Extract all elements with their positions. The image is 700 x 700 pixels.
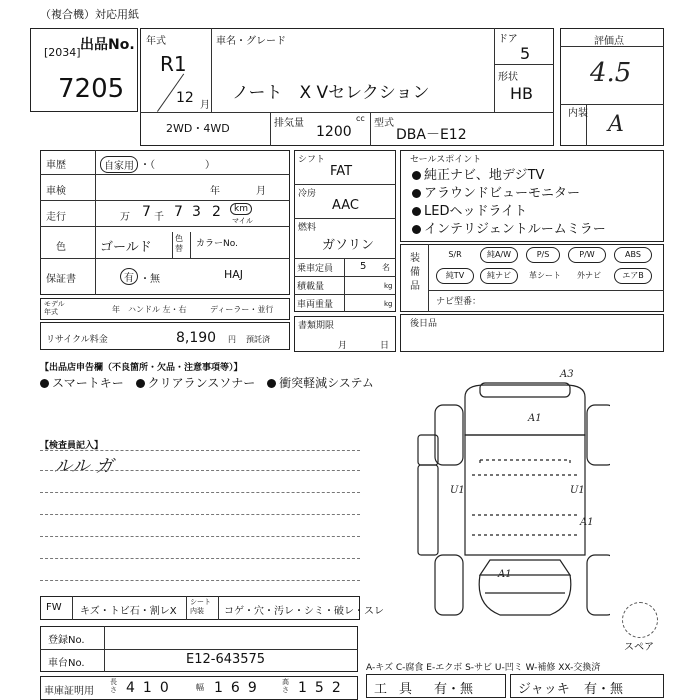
inspection-label: 車検 xyxy=(46,186,66,197)
shape-value: HB xyxy=(510,84,534,103)
sales-item: インテリジェントルームミラー xyxy=(412,218,606,237)
length-value: 410 xyxy=(126,680,177,696)
meta-model-year: モデル年式 xyxy=(44,300,65,316)
history-rest: ・（ ） xyxy=(140,160,215,171)
spare-label: スペア xyxy=(624,642,654,653)
ac-label: 冷房 xyxy=(298,189,317,199)
width-label: 幅 xyxy=(196,683,204,692)
equip-alloy: 純A/W xyxy=(480,247,518,263)
diagram-mark: U1 xyxy=(450,485,465,496)
legend-text: A-キズ C-腐食 E-エクボ S-サビ U-凹ミ W-補修 XX-交換済 xyxy=(366,663,601,673)
diagram-mark: A1 xyxy=(528,413,542,424)
meta-year: 年 xyxy=(112,305,120,314)
warranty-yes: 有 xyxy=(120,268,138,285)
year-month: 12 xyxy=(176,90,194,106)
model-value: DBA－E12 xyxy=(396,127,467,143)
fw-text: キズ・トビ石・割レX xyxy=(80,606,177,617)
seat-text: コゲ・穴・汚レ・シミ・破レ・スレ xyxy=(224,606,384,617)
length-label: 長さ xyxy=(110,678,117,694)
ac-value: AAC xyxy=(332,198,359,213)
recycle-unit: 円 xyxy=(228,335,236,344)
interior-value: A xyxy=(608,112,624,137)
capacity-value: 5 xyxy=(360,261,367,272)
jack-label: ジャッキ xyxy=(518,682,570,697)
tools-value: 有・無 xyxy=(434,682,474,697)
score-value: 4.5 xyxy=(590,58,632,88)
sales-item: LEDヘッドライト xyxy=(412,200,527,219)
inspection-year-unit: 年 xyxy=(210,186,220,197)
tools-label: 工具 xyxy=(374,682,425,697)
seat-label: シート内装 xyxy=(190,598,211,615)
exhibitor-label: 【出品店申告欄（不良箇所・欠品・注意事項等）】 xyxy=(40,363,243,373)
equip-abs: ABS xyxy=(614,247,652,263)
meta-dealer: ディーラー・並行 xyxy=(210,305,274,314)
sales-item: アラウンドビューモニター xyxy=(412,182,580,201)
shift-label: シフト xyxy=(298,155,326,165)
equip-pw: P/W xyxy=(568,247,606,263)
car-name: ノート X Vセレクション xyxy=(232,83,430,103)
docs-label: 書類期限 xyxy=(298,321,335,331)
fuel-label: 燃料 xyxy=(298,223,317,233)
fw-label: FW xyxy=(46,602,62,613)
height-label: 高さ xyxy=(282,678,289,694)
mileage-sen: 千 xyxy=(154,212,164,223)
equip-tv: 純TV xyxy=(436,268,474,284)
shape-label: 形状 xyxy=(498,72,518,83)
warranty-label: 保証書 xyxy=(46,274,76,285)
equipment-label: 装備品 xyxy=(410,253,420,292)
color-no-label: カラーNo. xyxy=(196,239,238,249)
color-label: 色 xyxy=(56,242,66,253)
chassis-label: 車台No. xyxy=(48,658,85,669)
recycle-note: 預託済 xyxy=(246,335,270,344)
width-value: 169 xyxy=(214,680,265,696)
diagram-mark: A3 xyxy=(560,369,574,380)
mileage-label: 走行 xyxy=(46,212,66,223)
weight-unit: kg xyxy=(384,300,393,308)
mileage-d3: 3 xyxy=(192,204,201,220)
car-damage-diagram xyxy=(410,365,610,625)
mileage-d1: 7 xyxy=(142,204,151,220)
recycle-label: リサイクル料金 xyxy=(46,335,108,345)
equip-airbag: エアB xyxy=(614,268,652,284)
history-label: 車歴 xyxy=(46,160,66,171)
equip-leather: 革シート xyxy=(524,268,566,284)
load-label: 積載量 xyxy=(297,282,325,292)
mileage-unit-km: km xyxy=(230,203,252,215)
doors-label: ドア xyxy=(498,34,518,45)
weight-label: 車両重量 xyxy=(297,300,334,310)
displacement-unit: cc xyxy=(356,114,365,123)
jack-value: 有・無 xyxy=(584,682,624,697)
height-value: 152 xyxy=(298,680,349,696)
mileage-unit-mile: マイル xyxy=(232,217,253,225)
history-value: 自家用 xyxy=(100,156,138,173)
equip-ext-navi: 外ナビ xyxy=(570,268,608,284)
cert-label: 車庫証明用 xyxy=(44,686,94,697)
registration-label: 登録No. xyxy=(48,635,85,646)
displacement-value: 1200 xyxy=(316,124,352,140)
drive-value: 2WD・4WD xyxy=(166,122,230,135)
score-label: 評価点 xyxy=(594,36,624,47)
sales-item: 純正ナビ、地デジTV xyxy=(412,164,544,183)
year-era: R1 xyxy=(160,52,187,76)
interior-label: 内装 xyxy=(568,108,588,119)
chassis-value: E12-643575 xyxy=(186,652,266,667)
inspection-month-unit: 月 xyxy=(256,186,266,197)
spare-tire-icon xyxy=(622,602,658,638)
year-label: 年式 xyxy=(146,36,166,47)
lot-number: 7205 xyxy=(58,74,125,104)
diagram-mark: U1 xyxy=(570,485,585,496)
displacement-label: 排気量 xyxy=(274,118,304,129)
color-no: HAJ xyxy=(224,268,244,281)
equip-ps: P/S xyxy=(526,247,560,263)
mileage-d4: 2 xyxy=(212,204,221,220)
inspector-note: ルル ガ xyxy=(54,456,114,477)
docs-month: 月 xyxy=(338,341,348,351)
mileage-d2: 7 xyxy=(174,204,183,220)
header-text: （複合機）対応用紙 xyxy=(40,8,139,21)
fuel-value: ガソリン xyxy=(322,238,375,253)
equip-sr: S/R xyxy=(436,247,474,263)
recycle-value: 8,190 xyxy=(176,330,217,346)
inspector-label: 【検査員記入】 xyxy=(40,441,104,451)
color-change-label: 色替 xyxy=(175,234,183,253)
shift-value: FAT xyxy=(330,164,353,179)
load-unit: kg xyxy=(384,282,393,290)
mileage-man: 万 xyxy=(120,212,130,223)
sales-label: セールスポイント xyxy=(410,155,482,165)
exhibitor-items: スマートキー クリアランスソナー 衝突軽減システム xyxy=(40,374,374,391)
equip-navi: 純ナビ xyxy=(480,268,518,284)
color-value: ゴールド xyxy=(100,240,152,255)
capacity-label: 乗車定員 xyxy=(297,264,334,274)
lot-label: 出品No. xyxy=(80,37,135,53)
rear-box xyxy=(400,314,664,352)
year-month-unit: 月 xyxy=(200,100,210,111)
docs-day: 日 xyxy=(380,341,390,351)
model-label: 型式 xyxy=(374,118,394,129)
warranty-no: ・無 xyxy=(140,274,160,285)
car-label: 車名・グレード xyxy=(216,36,286,47)
rear-label: 後日品 xyxy=(410,319,438,329)
doors-value: 5 xyxy=(520,44,531,63)
navi-model-label: ナビ型番： xyxy=(436,297,482,307)
diagram-mark: A1 xyxy=(580,517,594,528)
capacity-unit: 名 xyxy=(382,263,390,272)
meta-handle: ハンドル 左・右 xyxy=(128,305,187,314)
diagram-mark: A1 xyxy=(498,569,512,580)
lot-sub-number: [2034] xyxy=(44,46,81,59)
